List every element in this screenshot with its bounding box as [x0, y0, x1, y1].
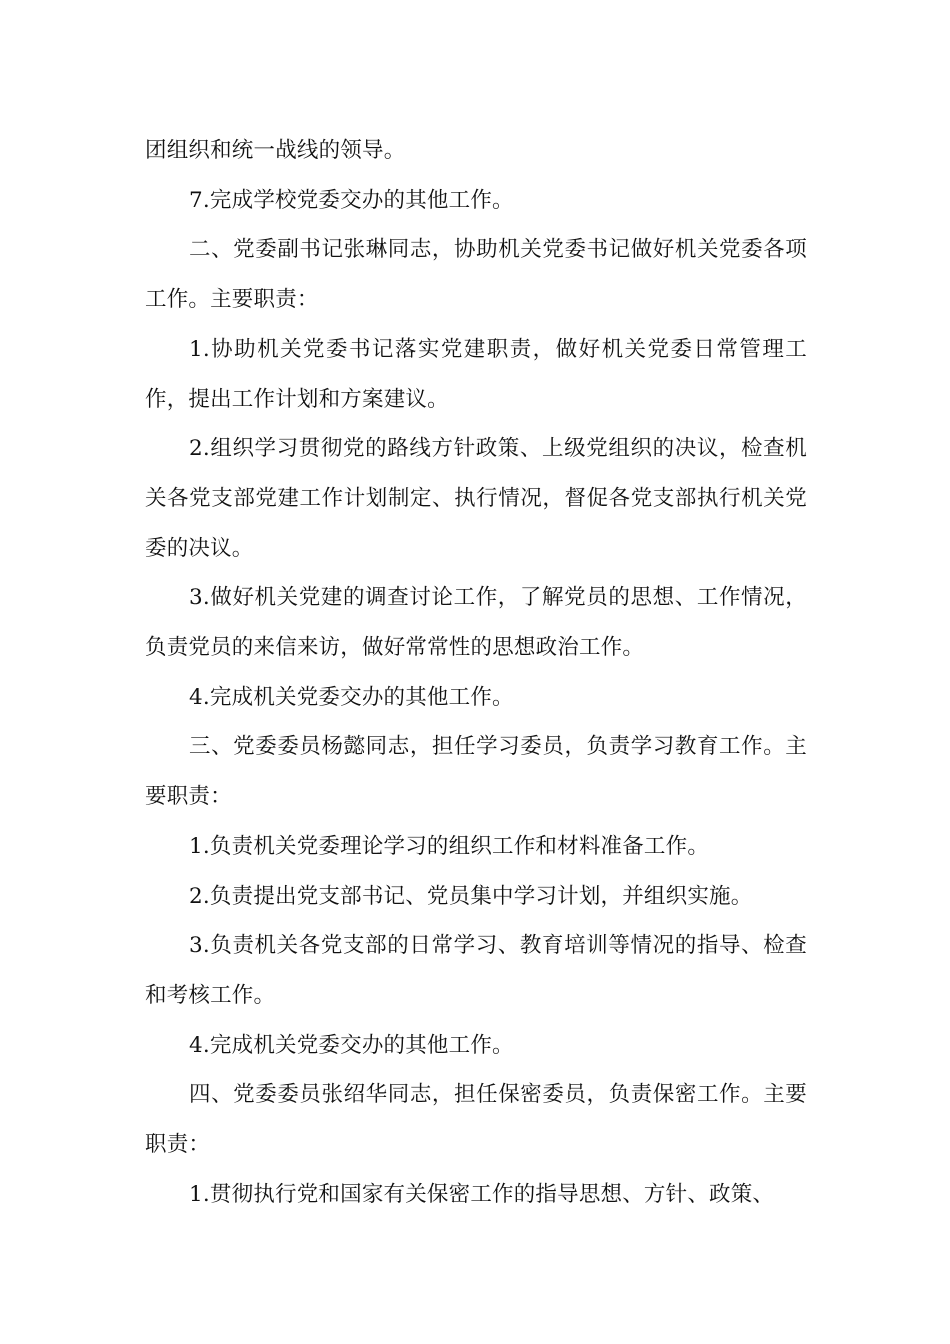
paragraph-item-3: 3.做好机关党建的调查讨论工作，了解党员的思想、工作情况，负责党员的来信来访，做好常常性的思想政治工作。: [145, 585, 807, 661]
paragraph-item-1: 1.协助机关党委书记落实党建职责，做好机关党委日常管理工作，提出工作计划和方案建议。: [145, 336, 807, 412]
paragraph-item-3: 3.负责机关各党支部的日常学习、教育培训等情况的指导、检查和考核工作。: [145, 933, 807, 1008]
document-body: [145, 126, 807, 1219]
paragraph-item-2: 2.负责提出党支部书记、党员集中学习计划，并组织实施。: [189, 883, 753, 909]
paragraph-item-4: 4.完成机关党委交办的其他工作。: [189, 684, 514, 710]
section-heading-2: 二、党委副书记张琳同志，协助机关党委书记做好机关党委各项工作。主要职责：: [145, 237, 807, 313]
paragraph-item-4: 4.完成机关党委交办的其他工作。: [189, 1032, 514, 1058]
paragraph-item-2: 2.组织学习贯彻党的路线方针政策、上级党组织的决议，检查机关各党支部党建工作计划制定、执行情况，督促各党支部执行机关党委的决议。: [145, 436, 807, 561]
section-heading-3: 三、党委委员杨懿同志，担任学习委员，负责学习教育工作。主要职责：: [145, 734, 807, 810]
paragraph-item-7: 7.完成学校党委交办的其他工作。: [189, 187, 514, 213]
paragraph-continuation: 团组织和统一战线的领导。: [145, 138, 406, 163]
paragraph-item-1: 1.负责机关党委理论学习的组织工作和材料准备工作。: [189, 833, 710, 859]
section-heading-4: 四、党委委员张绍华同志，担任保密委员，负责保密工作。主要职责：: [145, 1082, 807, 1158]
paragraph-item-1: 1.贯彻执行党和国家有关保密工作的指导思想、方针、政策、: [189, 1181, 775, 1207]
